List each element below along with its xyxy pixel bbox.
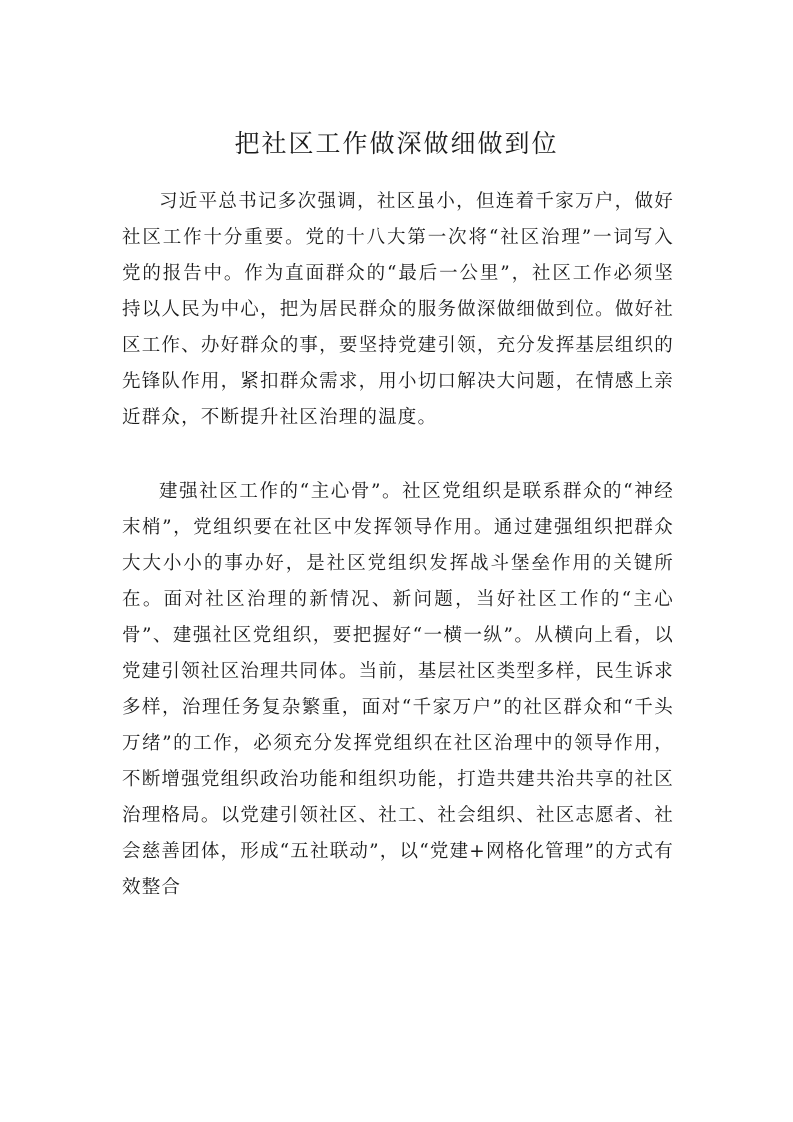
paragraph-intro: 习近平总书记多次强调，社区虽小，但连着千家万户，做好社区工作十分重要。党的十八大第一次将“社区治理”一词写入党的报告中。作为直面群众的“最后一公里”，社区工作必须坚持以人民为中心，把为居民群众的服务做深做细做到位。做好社区工作、办好群众的事，要坚持党建引领，充分发挥基层组织的先锋队作用，紧扣群众需求，用小切口解决大问题，在情感上亲近群众，不断提升社区治理的温度。 [122, 191, 674, 428]
document-title: 把社区工作做深做细做到位 [234, 129, 559, 158]
paragraph-backbone: 建强社区工作的“主心骨”。社区党组织是联系群众的“神经末梢”，党组织要在社区中发挥领导作用。通过建强组织把群众大大小小的事办好，是社区党组织发挥战斗堡垒作用的关键所在。面对社区治理的新情况、新问题，当好社区工作的“主心骨”、建强社区党组织，要把握好“一横一纵”。从横向上看，以党建引领社区治理共同体。当前，基层社区类型多样，民生诉求多样，治理任务复杂繁重，面对“千家万户”的社区群众和“千头万绪”的工作，必须充分发挥党组织在社区治理中的领导作用，不断增强党组织政治功能和组织功能，打造共建共治共享的社区治理格局。以党建引领社区、社工、社会组织、社区志愿者、社会慈善团体，形成“五社联动”，以“党建+网格化管理”的方式有效整合 [122, 481, 674, 898]
document-body [122, 184, 674, 906]
